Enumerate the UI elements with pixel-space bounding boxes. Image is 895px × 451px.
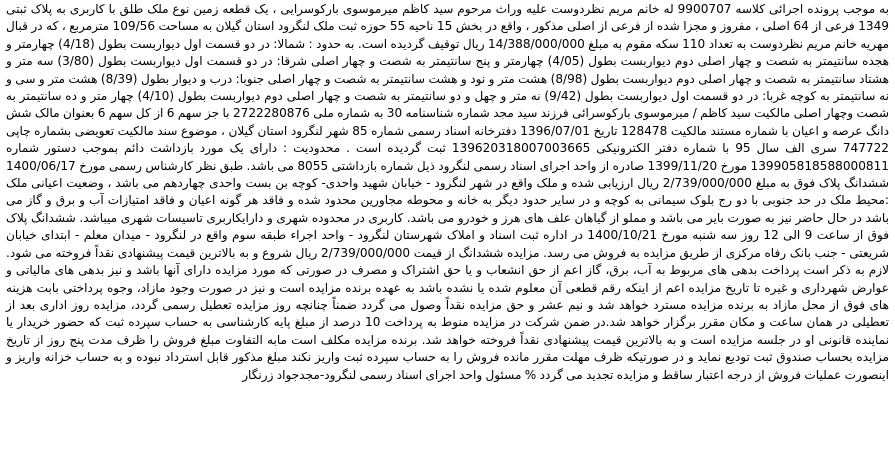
notice-body-text: به موجب پرونده اجرائی کلاسه 9900707 له خانم مریم نظردوست علیه وراث مرحوم سید کاظم میرموسوی بارکوسرایی ، یک قطعه زمین نوع ملک طلق با کاربری به پلاک ثبتی 1349 فرعی از 64 اصلی ، مفروز و مجزا شده از فرعی از اصلی مذکور ، واقع در بخش 15 ناحیه 55 حوزه ثبت ملک لنگرود استان گیلان به مساحت 109/56 مترمربع ، که در قبال مهریه خانم مریم نظردوست به تعداد 110 سکه مقوم به مبلغ 14/388/000/000 ریال توقیف گردیده است. به حدود : شمالا: در دو قسمت اول دیواربست بطول (4/18) چهارمتر و هجده سانتیمتر به شصت و چهار اصلی دوم دیواربست بطول (4/05) چهارمتر و پنج سانتیمتر به شصت و چهار اصلی شرقا: در دو قسمت اول دیواربست بطول (3/80) سه متر و هشتاد سانتیمتر به شصت و چهار اصلی دوم دیواربست بطول (8/98) هشت متر و نود و هشت سانتیمتر به شصت و چهار اصلی جنوبا: درب و دیوار بطول (8/39) هشت متر و سی و نه سانتیمتر به کوچه غربا: در دو قسمت اول دیواربست بطول (9/42) نه متر و چهل و دو سانتیمتر به شصت و چهار اصلی دوم دیواربست بطول (4/10) چهار متر و ده سانتیمتر به شصت وچهار اصلی مالکیت سید کاظم / میرموسوی بارکوسرائی فرزند سید مجد شماره شناسنامه 30 به شماره ملی 2722280876 با جز سهم 6 از کل سهم 6 بعنوان مالک شش دانگ عرصه و اعیان با شماره مستند مالکیت 128478 تاریخ 1396/07/01 دفترخانه اسناد رسمی شماره 85 شهر لنگرود استان گیلان ، موضوع سند مالکیت تعویضی بشماره چاپی 747722 سری الف سال 95 با شماره دفتر الکترونیکی 139620318007003665 ثبت گردیده است . محدودیت : دارای یک مورد بازداشت دائم بموجب دستور شماره 139905818588000811 مورخ 1399/11/20 صادره از واحد اجرای اسناد رسمی لنگرود ذیل شماره بازداشتی 8055 می باشد. طبق نظر کارشناس رسمی مورخ 1400/06/17 ششدانگ پلاک فوق به مبلغ 2/739/000/000 ریال ارزیابی شده و ملک واقع در شهر لنگرود - خیابان شهید واحدی- کوچه بن بست واحدی چهاردهم می باشد ، وضعیت اعیانی ملک :محیط ملک در حد جنوبی با دو رج بلوک سیمانی به کوچه و در سایر حدود دیگر به خانه و محوطه مجاورین محدود شده و فاقد هر گونه اعیان و فاقد امتیازات آب و برق و گاز می باشد در حال حاضر نیز به صورت بایر می باشد و مملو از گیاهان علف های هرز و خودرو می باشد. کاربری در محدوده شهری و دارایکاربری تاسیسات شهری میباشد. ششدانگ پلاک فوق از ساعت 9 الی 12 روز سه شنبه مورخ 1400/10/21 در اداره ثبت اسناد و املاک شهرستان لنگرود - واحد اجراء طبقه سوم واقع در لنگرود - میدان معلم - ابتدای خیابان شریعتی - جنب بانک رفاه مرکزی از طریق مزایده به فروش می رسد. مزایده ششدانگ از قیمت 2/739/000/000 ریال شروع و به بالاترین قیمت پیشنهادی نقداً فروخته می شود. لازم به ذکر است پرداخت بدهی های مربوط به آب، برق، گاز اعم از حق انشعاب و یا حق اشتراک و مصرف در صورتی که مورد مزایده دارای آنها باشد و نیز بدهی های مالیاتی و عوارض شهرداری و غیره تا تاریخ مزایده اعم از اینکه رقم قطعی آن معلوم شده یا نشده باشد به عهده برنده مزایده است و نیز در صورت وجود مازاد، وجوه پرداختی بابت هزینه های فوق از محل مازاد به برنده مزایده مسترد خواهد شد و نیم عشر و حق مزایده نقداً وصول می گردد ضمناً چنانچه روز مزایده تعطیل رسمی گردد، مزایده روز اداری بعد از تعطیلی در همان ساعت و مکان مقرر برگزار خواهد شد.در ضمن شرکت در مزایده منوط به پرداخت 10 درصد از مبلغ پایه کارشناسی به حساب سپرده ثبت که حضور خریدار یا نماینده قانونی او در جلسه مزایده است و به بالاترین قیمت پیشنهادی نقداً فروخته خواهد شد. برنده مزایده مکلف است مابه التفاوت مبلغ فروش را ظرف مدت پنج روز از تاریخ مزایده بحساب صندوق ثبت تودیع نماید و در صورتیکه ظرف مهلت مقرر مانده فروش را به حساب سپرده ثبت واریز نکند مبلغ مذکور قابل استرداد نبوده و به حساب خزانه واریز و اینصورت عملیات فروش از درجه اعتبار ساقط و مزایده تجدید می گردد % مسئول واحد اجرای اسناد رسمی لنگرود-مجدجواد زرنگار — [6, 2, 890, 382]
